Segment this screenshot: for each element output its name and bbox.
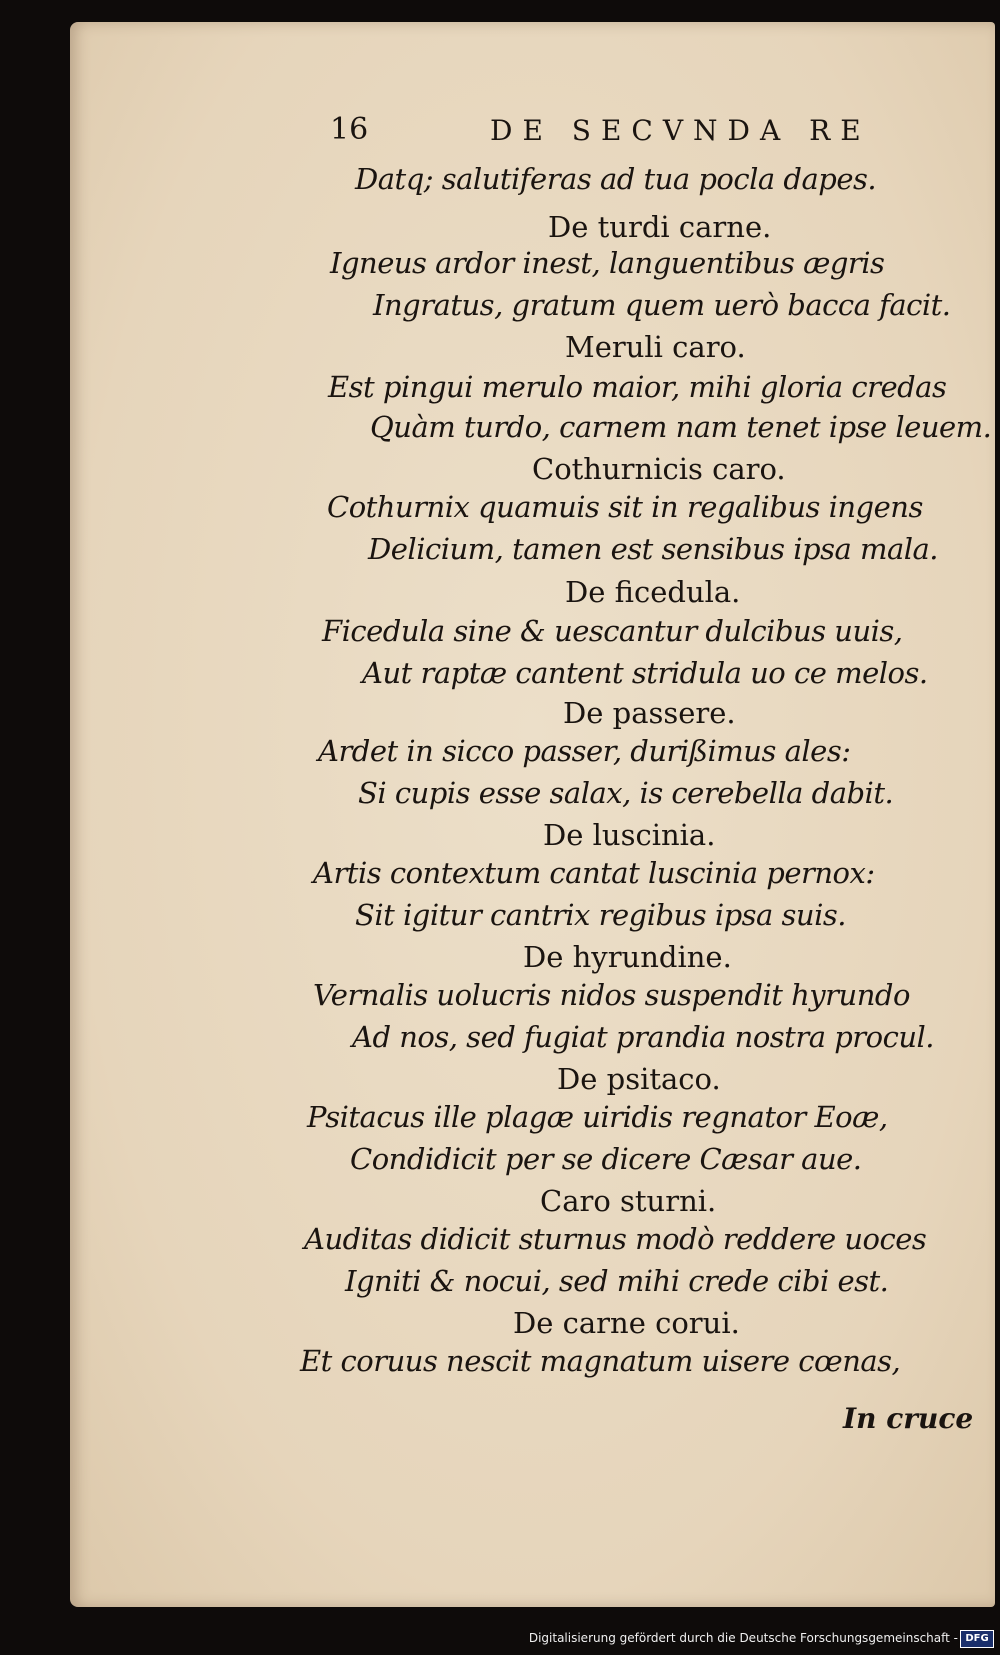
verse-line: Sit igitur cantrix regibus ipsa suis. bbox=[355, 898, 846, 932]
verse-line: Delicium, tamen est sensibus ipsa mala. bbox=[368, 532, 939, 566]
verse-line: Ingratus, gratum quem uerò bacca facit. bbox=[373, 288, 951, 322]
page-header bbox=[330, 112, 900, 162]
verse-line: Ardet in sicco passer, durißimus ales: bbox=[318, 734, 851, 768]
verse-line: Est pingui merulo maior, mihi gloria credas bbox=[328, 370, 947, 404]
section-heading: De turdi carne. bbox=[548, 210, 772, 244]
verse-line: Igneus ardor inest, languentibus ægris bbox=[330, 246, 885, 280]
verse-line: Cothurnix quamuis sit in regalibus ingens bbox=[327, 490, 923, 524]
funding-credit: Digitalisierung gefördert durch die Deutsche Forschungsgemeinschaft - bbox=[528, 1631, 958, 1645]
verse-line: Datq; salutiferas ad tua pocla dapes. bbox=[355, 162, 877, 196]
verse-line: Ad nos, sed fugiat prandia nostra procul. bbox=[352, 1020, 935, 1054]
footer-bar bbox=[0, 1625, 1000, 1655]
verse-line: Igniti & nocui, sed mihi crede cibi est. bbox=[345, 1264, 889, 1298]
section-heading: De ficedula. bbox=[565, 575, 741, 609]
running-head: DE SECVNDA RE bbox=[490, 114, 871, 147]
verse-line: Quàm turdo, carnem nam tenet ipse leuem. bbox=[370, 410, 992, 444]
section-heading: De carne corui. bbox=[513, 1306, 740, 1340]
section-heading: Cothurnicis caro. bbox=[532, 452, 786, 486]
dfg-logo-icon: DFG bbox=[960, 1630, 994, 1648]
section-heading: Meruli caro. bbox=[565, 330, 746, 364]
verse-line: Et coruus nescit magnatum uisere cœnas, bbox=[300, 1344, 901, 1378]
section-heading: De luscinia. bbox=[543, 818, 716, 852]
verse-line: Psitacus ille plagæ uiridis regnator Eoæ, bbox=[307, 1100, 888, 1134]
verse-line: Artis contextum cantat luscinia pernox: bbox=[313, 856, 875, 890]
section-heading: De psitaco. bbox=[557, 1062, 721, 1096]
verse-line: Si cupis esse salax, is cerebella dabit. bbox=[358, 776, 894, 810]
verse-line: Auditas didicit sturnus modò reddere uoces bbox=[304, 1222, 927, 1256]
verse-line: Aut raptæ cantent stridula uo ce melos. bbox=[362, 656, 928, 690]
section-heading: De hyrundine. bbox=[523, 940, 732, 974]
verse-line: Condidicit per se dicere Cæsar aue. bbox=[350, 1142, 862, 1176]
section-heading: Caro sturni. bbox=[540, 1184, 717, 1218]
verse-line: Vernalis uolucris nidos suspendit hyrundo bbox=[313, 978, 910, 1012]
section-heading: De passere. bbox=[563, 696, 736, 730]
verse-line: Ficedula sine & uescantur dulcibus uuis, bbox=[322, 614, 903, 648]
page-number: 16 bbox=[330, 112, 369, 147]
catchword: In cruce bbox=[843, 1402, 974, 1435]
